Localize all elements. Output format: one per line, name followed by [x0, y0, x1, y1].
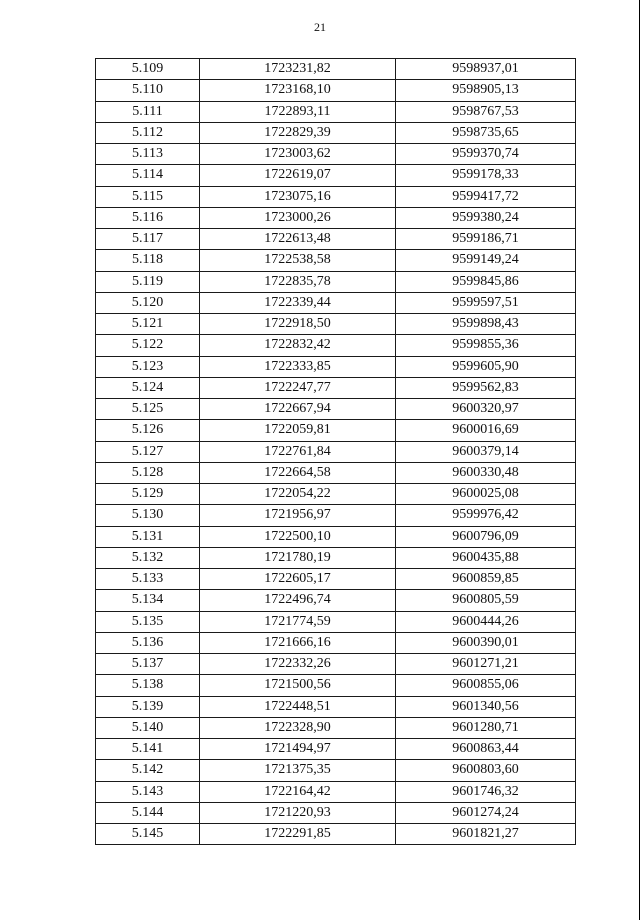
table-row [96, 654, 576, 675]
x-coordinate-cell: 1722835,78 [200, 271, 396, 292]
point-number-cell: 5.132 [96, 547, 200, 568]
point-number-cell: 5.140 [96, 717, 200, 738]
x-coordinate-cell: 1722893,11 [200, 101, 396, 122]
x-coordinate-cell: 1721780,19 [200, 547, 396, 568]
x-coordinate-cell: 1722332,26 [200, 654, 396, 675]
x-coordinate-cell: 1722829,39 [200, 122, 396, 143]
point-number-cell: 5.137 [96, 654, 200, 675]
y-coordinate-cell: 9600390,01 [396, 632, 576, 653]
x-coordinate-cell: 1722605,17 [200, 569, 396, 590]
table-row [96, 101, 576, 122]
y-coordinate-cell: 9599149,24 [396, 250, 576, 271]
point-number-cell: 5.125 [96, 399, 200, 420]
y-coordinate-cell: 9599898,43 [396, 314, 576, 335]
y-coordinate-cell: 9600863,44 [396, 739, 576, 760]
y-coordinate-cell: 9600859,85 [396, 569, 576, 590]
point-number-cell: 5.133 [96, 569, 200, 590]
y-coordinate-cell: 9598767,53 [396, 101, 576, 122]
point-number-cell: 5.111 [96, 101, 200, 122]
point-number-cell: 5.134 [96, 590, 200, 611]
point-number-cell: 5.127 [96, 441, 200, 462]
y-coordinate-cell: 9599855,36 [396, 335, 576, 356]
point-number-cell: 5.128 [96, 462, 200, 483]
y-coordinate-cell: 9600025,08 [396, 484, 576, 505]
point-number-cell: 5.130 [96, 505, 200, 526]
x-coordinate-cell: 1722619,07 [200, 165, 396, 186]
point-number-cell: 5.113 [96, 144, 200, 165]
table-row [96, 802, 576, 823]
x-coordinate-cell: 1723168,10 [200, 80, 396, 101]
table-row [96, 505, 576, 526]
y-coordinate-cell: 9599417,72 [396, 186, 576, 207]
y-coordinate-cell: 9600435,88 [396, 547, 576, 568]
y-coordinate-cell: 9601271,21 [396, 654, 576, 675]
x-coordinate-cell: 1722164,42 [200, 781, 396, 802]
y-coordinate-cell: 9599178,33 [396, 165, 576, 186]
x-coordinate-cell: 1722613,48 [200, 229, 396, 250]
table-row [96, 59, 576, 80]
point-number-cell: 5.138 [96, 675, 200, 696]
x-coordinate-cell: 1722832,42 [200, 335, 396, 356]
table-row [96, 144, 576, 165]
table-row [96, 420, 576, 441]
table-row [96, 781, 576, 802]
y-coordinate-cell: 9600796,09 [396, 526, 576, 547]
y-coordinate-cell: 9600379,14 [396, 441, 576, 462]
table-row [96, 824, 576, 845]
point-number-cell: 5.142 [96, 760, 200, 781]
point-number-cell: 5.117 [96, 229, 200, 250]
table-row [96, 122, 576, 143]
table-row [96, 547, 576, 568]
x-coordinate-cell: 1723231,82 [200, 59, 396, 80]
y-coordinate-cell: 9599845,86 [396, 271, 576, 292]
point-number-cell: 5.112 [96, 122, 200, 143]
x-coordinate-cell: 1722500,10 [200, 526, 396, 547]
table-row [96, 441, 576, 462]
point-number-cell: 5.123 [96, 356, 200, 377]
coordinate-table [95, 58, 576, 845]
y-coordinate-cell: 9600805,59 [396, 590, 576, 611]
x-coordinate-cell: 1721375,35 [200, 760, 396, 781]
y-coordinate-cell: 9600320,97 [396, 399, 576, 420]
point-number-cell: 5.114 [96, 165, 200, 186]
y-coordinate-cell: 9599186,71 [396, 229, 576, 250]
y-coordinate-cell: 9599976,42 [396, 505, 576, 526]
point-number-cell: 5.126 [96, 420, 200, 441]
point-number-cell: 5.131 [96, 526, 200, 547]
point-number-cell: 5.124 [96, 377, 200, 398]
table-row [96, 760, 576, 781]
table-row [96, 186, 576, 207]
x-coordinate-cell: 1721500,56 [200, 675, 396, 696]
y-coordinate-cell: 9601280,71 [396, 717, 576, 738]
y-coordinate-cell: 9599562,83 [396, 377, 576, 398]
table-row [96, 632, 576, 653]
table-row [96, 675, 576, 696]
y-coordinate-cell: 9598735,65 [396, 122, 576, 143]
table-row [96, 696, 576, 717]
x-coordinate-cell: 1722538,58 [200, 250, 396, 271]
x-coordinate-cell: 1722761,84 [200, 441, 396, 462]
table-row [96, 207, 576, 228]
point-number-cell: 5.143 [96, 781, 200, 802]
x-coordinate-cell: 1723000,26 [200, 207, 396, 228]
x-coordinate-cell: 1722664,58 [200, 462, 396, 483]
y-coordinate-cell: 9599380,24 [396, 207, 576, 228]
point-number-cell: 5.141 [96, 739, 200, 760]
point-number-cell: 5.110 [96, 80, 200, 101]
y-coordinate-cell: 9599370,74 [396, 144, 576, 165]
y-coordinate-cell: 9598937,01 [396, 59, 576, 80]
x-coordinate-cell: 1722496,74 [200, 590, 396, 611]
x-coordinate-cell: 1722448,51 [200, 696, 396, 717]
y-coordinate-cell: 9598905,13 [396, 80, 576, 101]
x-coordinate-cell: 1722054,22 [200, 484, 396, 505]
point-number-cell: 5.145 [96, 824, 200, 845]
y-coordinate-cell: 9600803,60 [396, 760, 576, 781]
table-row [96, 314, 576, 335]
point-number-cell: 5.139 [96, 696, 200, 717]
table-row [96, 462, 576, 483]
y-coordinate-cell: 9600444,26 [396, 611, 576, 632]
table-row [96, 250, 576, 271]
x-coordinate-cell: 1722918,50 [200, 314, 396, 335]
y-coordinate-cell: 9601821,27 [396, 824, 576, 845]
y-coordinate-cell: 9601340,56 [396, 696, 576, 717]
point-number-cell: 5.129 [96, 484, 200, 505]
y-coordinate-cell: 9600330,48 [396, 462, 576, 483]
table-row [96, 271, 576, 292]
table-row [96, 399, 576, 420]
table-row [96, 611, 576, 632]
y-coordinate-cell: 9600855,06 [396, 675, 576, 696]
x-coordinate-cell: 1721956,97 [200, 505, 396, 526]
table-row [96, 292, 576, 313]
y-coordinate-cell: 9599605,90 [396, 356, 576, 377]
x-coordinate-cell: 1722339,44 [200, 292, 396, 313]
y-coordinate-cell: 9601746,32 [396, 781, 576, 802]
y-coordinate-cell: 9601274,24 [396, 802, 576, 823]
x-coordinate-cell: 1723075,16 [200, 186, 396, 207]
x-coordinate-cell: 1722667,94 [200, 399, 396, 420]
point-number-cell: 5.135 [96, 611, 200, 632]
point-number-cell: 5.116 [96, 207, 200, 228]
coordinate-table-body [96, 59, 576, 845]
table-row [96, 335, 576, 356]
table-row [96, 229, 576, 250]
point-number-cell: 5.136 [96, 632, 200, 653]
page-number: 21 [314, 20, 326, 34]
table-row [96, 739, 576, 760]
x-coordinate-cell: 1722333,85 [200, 356, 396, 377]
point-number-cell: 5.118 [96, 250, 200, 271]
x-coordinate-cell: 1722059,81 [200, 420, 396, 441]
point-number-cell: 5.121 [96, 314, 200, 335]
point-number-cell: 5.109 [96, 59, 200, 80]
table-row [96, 80, 576, 101]
table-row [96, 590, 576, 611]
x-coordinate-cell: 1722291,85 [200, 824, 396, 845]
table-row [96, 356, 576, 377]
x-coordinate-cell: 1722247,77 [200, 377, 396, 398]
x-coordinate-cell: 1721666,16 [200, 632, 396, 653]
x-coordinate-cell: 1721494,97 [200, 739, 396, 760]
table-row [96, 569, 576, 590]
x-coordinate-cell: 1721774,59 [200, 611, 396, 632]
table-row [96, 165, 576, 186]
point-number-cell: 5.120 [96, 292, 200, 313]
table-row [96, 526, 576, 547]
x-coordinate-cell: 1721220,93 [200, 802, 396, 823]
y-coordinate-cell: 9599597,51 [396, 292, 576, 313]
point-number-cell: 5.115 [96, 186, 200, 207]
table-row [96, 717, 576, 738]
x-coordinate-cell: 1723003,62 [200, 144, 396, 165]
point-number-cell: 5.119 [96, 271, 200, 292]
y-coordinate-cell: 9600016,69 [396, 420, 576, 441]
table-row [96, 377, 576, 398]
x-coordinate-cell: 1722328,90 [200, 717, 396, 738]
point-number-cell: 5.122 [96, 335, 200, 356]
table-row [96, 484, 576, 505]
point-number-cell: 5.144 [96, 802, 200, 823]
